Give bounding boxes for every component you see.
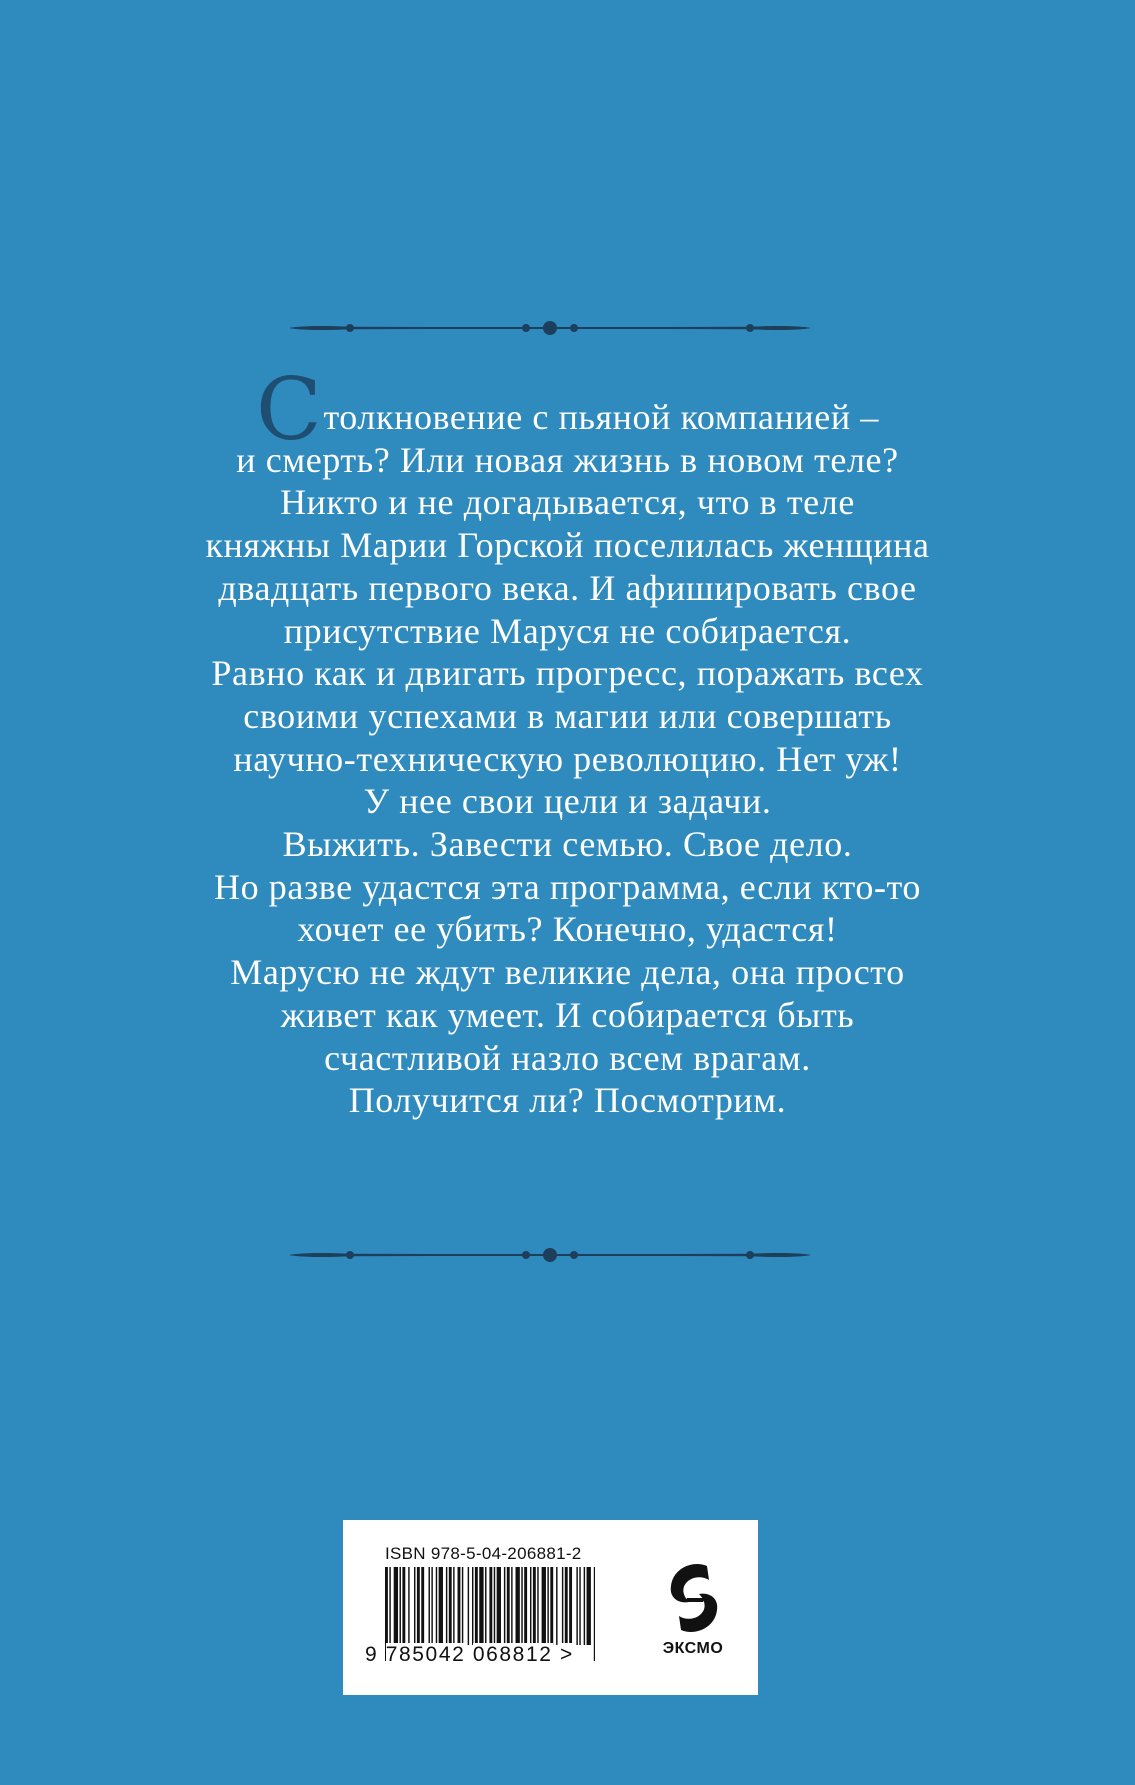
barcode-bar (507, 1567, 510, 1645)
isbn-number: ISBN 978-5-04-206881-2 (385, 1544, 582, 1563)
barcode-bar (400, 1567, 401, 1645)
barcode-bar (453, 1567, 454, 1645)
blurb-line: У нее свои цели и задачи. (363, 781, 772, 822)
blurb-line: и смерть? Или новая жизнь в новом теле? (236, 439, 899, 480)
publisher-name: ЭКСМО (662, 1640, 724, 1657)
blurb-line: живет как умеет. И собирается быть (280, 994, 855, 1035)
barcode-bar (537, 1567, 538, 1645)
blurb-line: присутствие Маруся не собирается. (283, 610, 852, 651)
blurb-line: научно-техническую революцию. Нет уж! (233, 738, 902, 779)
blurb-line: Получится ли? Посмотрим. (348, 1080, 787, 1121)
barcode-bar (429, 1567, 430, 1645)
barcode-bar (458, 1567, 461, 1645)
isbn-label-box (343, 1520, 758, 1695)
barcode-bar (587, 1567, 591, 1645)
barcode-bar (485, 1567, 486, 1645)
barcode-bar (394, 1567, 398, 1645)
barcode-bar (494, 1567, 495, 1645)
barcode-bar (576, 1567, 577, 1645)
barcode-bar (542, 1567, 546, 1645)
barcode-bar (408, 1567, 409, 1645)
barcode-bar (479, 1567, 483, 1645)
blurb-line: своими успехами в магии или совершать (243, 695, 892, 736)
barcode-bar (511, 1567, 512, 1645)
barcode-bar (565, 1567, 568, 1645)
blurb-line: Марусю не ждут великие дела, она просто (230, 952, 905, 993)
barcode-bar (579, 1567, 580, 1645)
barcode-bar (516, 1567, 520, 1645)
barcode-bar (556, 1567, 557, 1645)
barcode-bar (472, 1567, 473, 1645)
barcode-first-digit: 9 (365, 1643, 379, 1666)
blurb-line: Выжить. Завести семью. Свое дело. (282, 824, 853, 865)
barcode-bar (562, 1567, 563, 1645)
ornament-divider-bottom (290, 1243, 810, 1267)
drop-cap: С (256, 360, 323, 460)
barcode-bar (439, 1567, 443, 1645)
barcode-arrow: > (559, 1643, 574, 1666)
barcode-bar (530, 1567, 531, 1645)
barcode-bar (533, 1567, 536, 1645)
barcode-bar (475, 1567, 478, 1645)
barcode-bar (436, 1567, 437, 1645)
barcode-bar (521, 1567, 522, 1645)
barcode-bar (524, 1567, 527, 1645)
barcode-bar (550, 1567, 553, 1645)
barcode-bar (468, 1567, 469, 1645)
barcode-bar (414, 1567, 415, 1645)
barcode-bar (446, 1567, 447, 1645)
barcode-bar (462, 1567, 463, 1645)
barcode-bar (449, 1567, 452, 1645)
barcode-bar (504, 1567, 505, 1645)
blurb-line: Равно как и двигать прогресс, поражать всех (211, 653, 924, 694)
barcode-digits-right: 068812 (472, 1643, 553, 1666)
barcode-bar (431, 1567, 432, 1645)
eksmo-logo-icon (663, 1558, 725, 1638)
blurb-line: двадцать первого века. И афишировать свое (218, 567, 917, 608)
barcode-bar (402, 1567, 405, 1645)
barcode-bar (569, 1567, 572, 1645)
barcode-bar (421, 1567, 424, 1645)
barcode-bar (417, 1567, 420, 1645)
barcode-digits-left: 785042 (385, 1643, 466, 1666)
blurb-line: Но разве удастся эта программа, если кто-то (214, 866, 921, 907)
blurb-line: княжны Марии Горской поселилась женщина (205, 525, 930, 566)
blurb-line: Столкновение с пьяной компанией – (256, 360, 879, 460)
book-blurb (100, 360, 1035, 1122)
barcode-bar (584, 1567, 585, 1645)
barcode-bar (497, 1567, 501, 1645)
blurb-line: счастливой назло всем врагам. (324, 1037, 811, 1078)
ornament-divider-top (290, 316, 810, 340)
barcode-digits (365, 1643, 610, 1667)
blurb-line: Никто и не догадывается, что в теле (280, 482, 855, 523)
blurb-line: хочет ее убить? Конечно, удастся! (297, 909, 838, 950)
barcode-bar (547, 1567, 548, 1645)
